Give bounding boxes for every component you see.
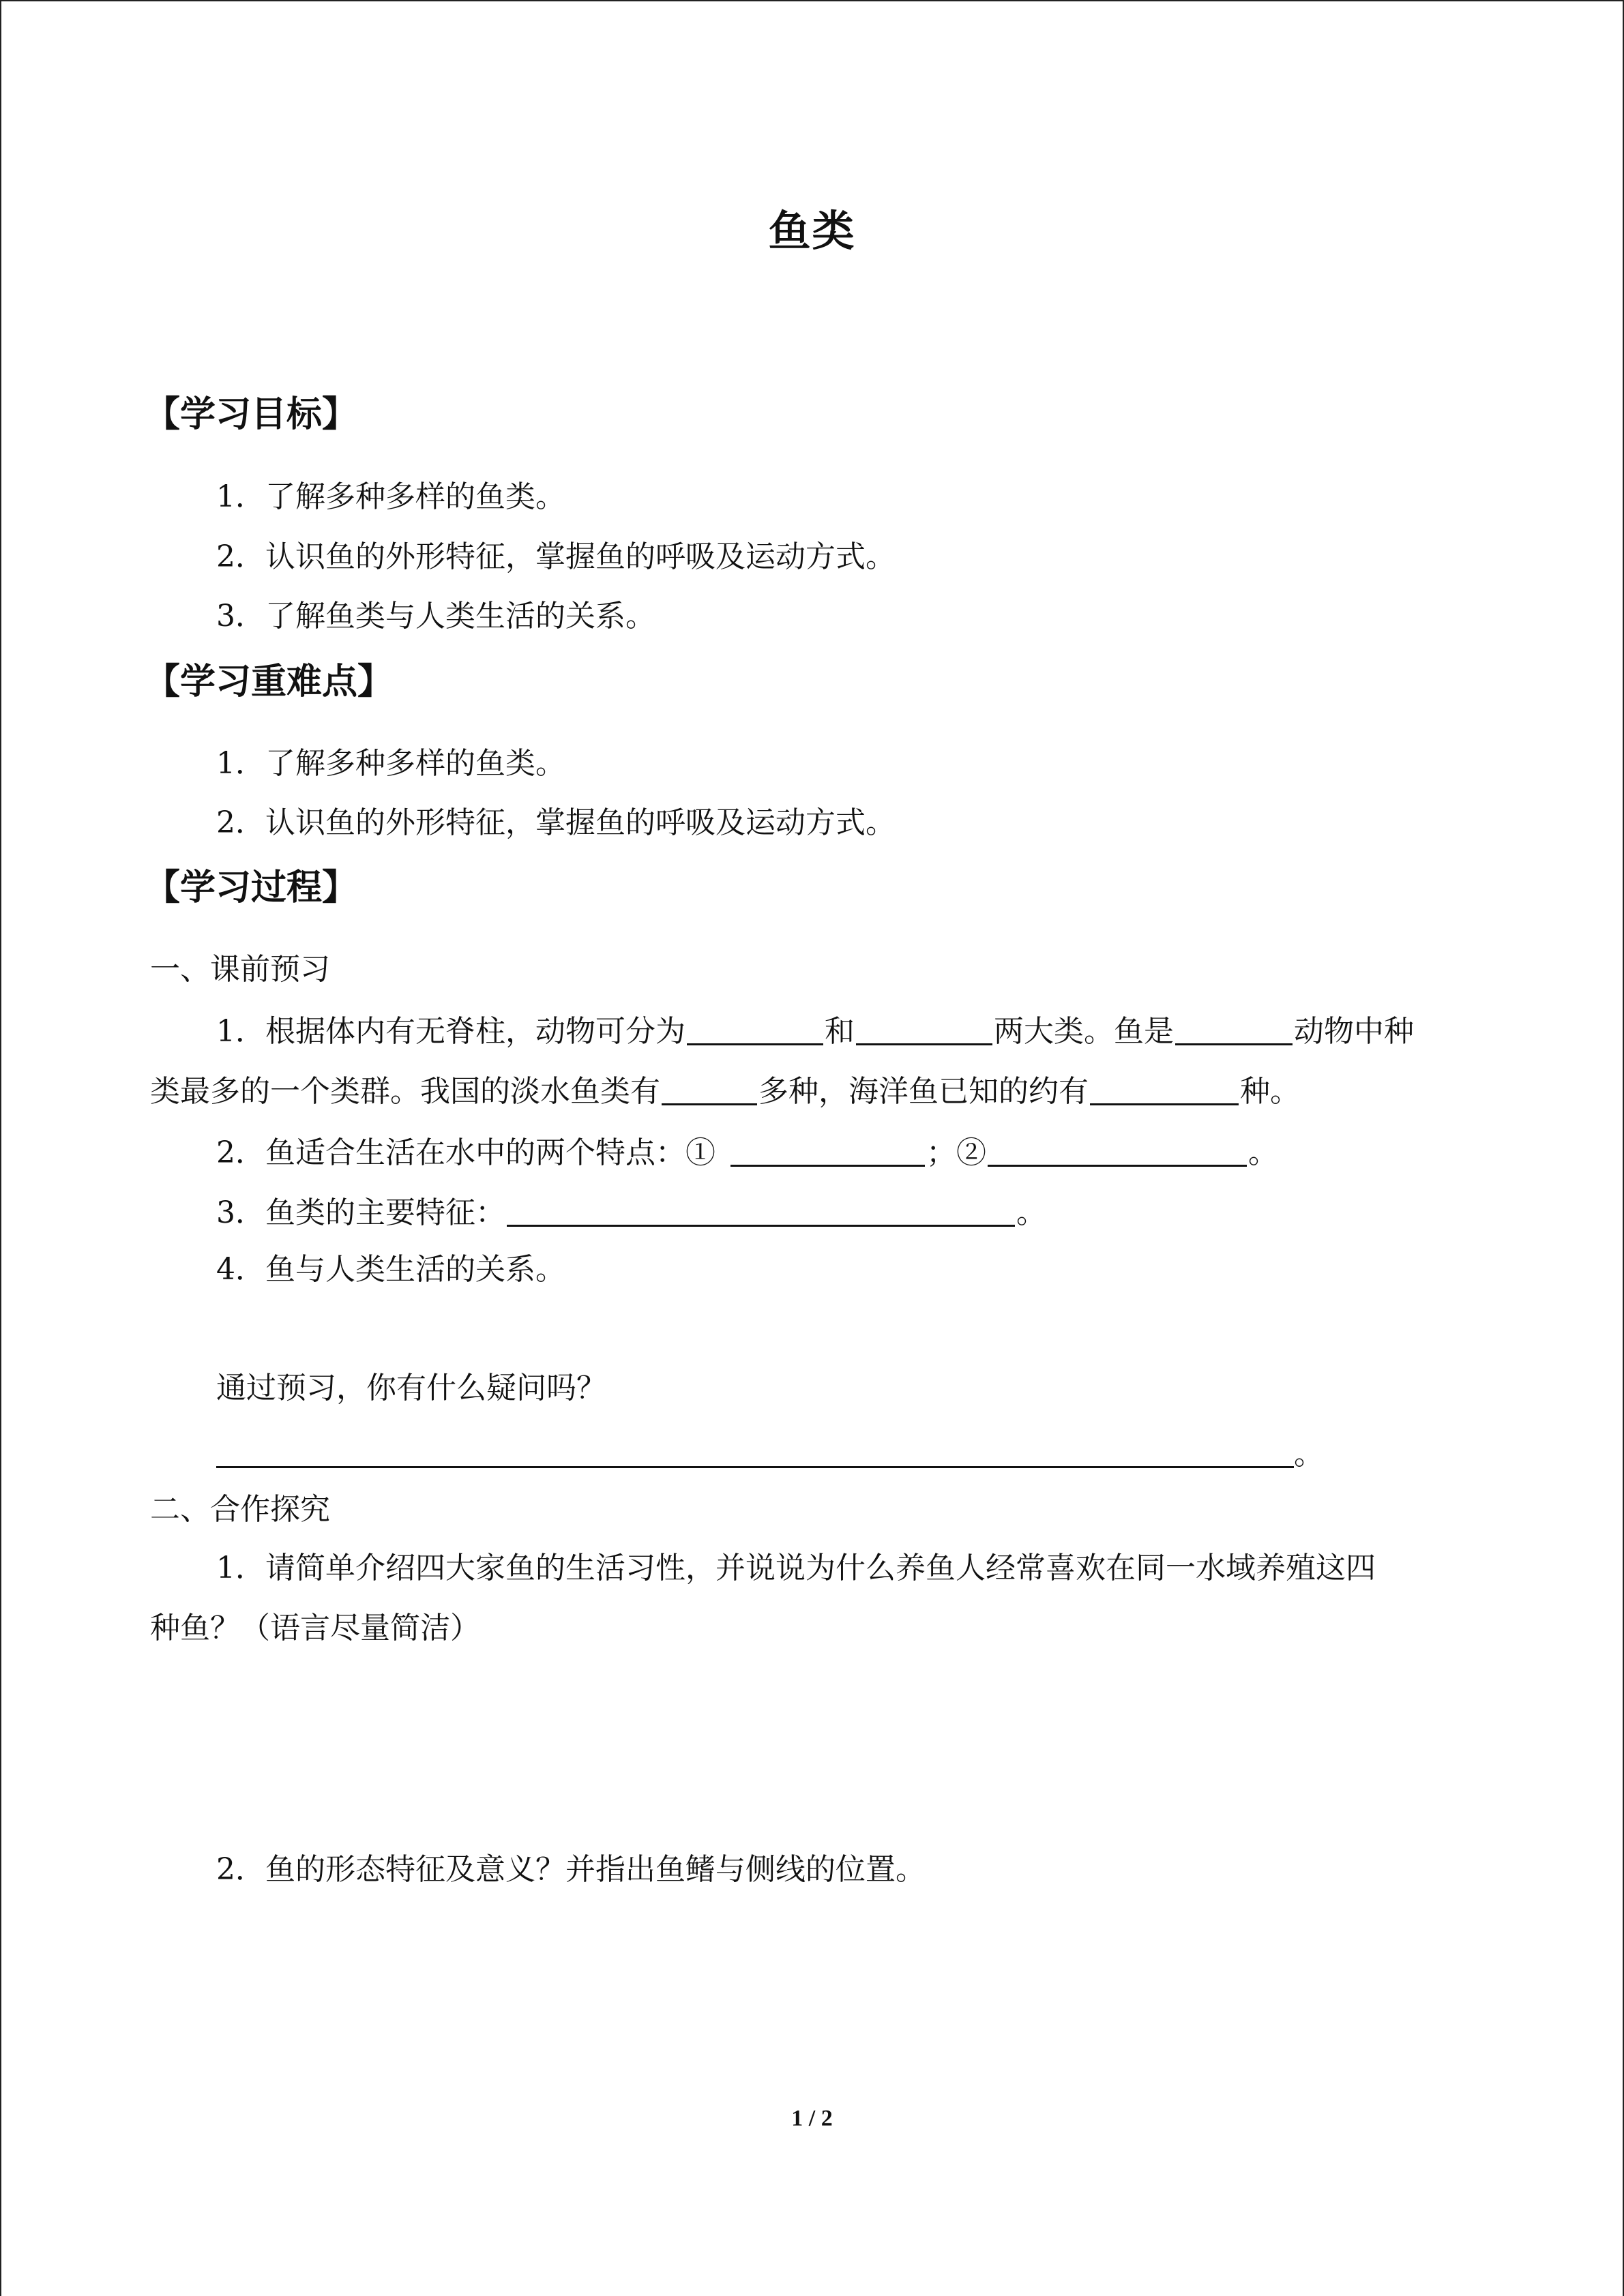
blank-marine-count[interactable] bbox=[1090, 1073, 1239, 1105]
preview-q1-line1 bbox=[216, 1013, 1414, 1047]
preview-q3 bbox=[216, 1195, 1046, 1228]
section-heading-process: 【学习过程】 bbox=[145, 867, 358, 908]
preview-heading: 一、课前预习 bbox=[150, 952, 330, 987]
blank-vertebrate[interactable] bbox=[687, 1013, 823, 1045]
preview-question-answer bbox=[216, 1436, 1324, 1470]
preview-q1-text-g: 种。 bbox=[1240, 1074, 1300, 1109]
preview-question-prompt: 通过预习，你有什么疑问吗？ bbox=[216, 1371, 606, 1405]
preview-q1-text-a: 1．根据体内有无脊柱，动物可分为 bbox=[216, 1014, 685, 1049]
preview-q2 bbox=[216, 1135, 1278, 1168]
preview-q1-text-d: 动物中种 bbox=[1294, 1014, 1414, 1049]
blank-animal-type[interactable] bbox=[1175, 1013, 1293, 1045]
preview-q2-text-c: 。 bbox=[1248, 1135, 1278, 1170]
page-number: 1 / 2 bbox=[791, 2106, 833, 2131]
preview-q2-text-b: ；② bbox=[926, 1135, 986, 1170]
page-title: 鱼类 bbox=[768, 206, 856, 256]
section-heading-keypoints: 【学习重难点】 bbox=[145, 661, 394, 702]
preview-q2-text-a: 2．鱼适合生活在水中的两个特点：① bbox=[216, 1135, 715, 1170]
preview-q1-line2 bbox=[150, 1073, 1300, 1107]
section-heading-goals: 【学习目标】 bbox=[145, 394, 358, 435]
blank-freshwater-count[interactable] bbox=[662, 1073, 757, 1105]
cooperate-q1-line2: 种鱼？（语言尽量简洁） bbox=[150, 1611, 480, 1645]
cooperate-heading: 二、合作探究 bbox=[150, 1492, 330, 1527]
blank-invertebrate[interactable] bbox=[856, 1013, 992, 1045]
blank-preview-question[interactable] bbox=[216, 1436, 1294, 1468]
keypoint-item-1: 1．了解多种多样的鱼类。 bbox=[216, 746, 565, 781]
blank-feature-2[interactable] bbox=[988, 1135, 1247, 1167]
preview-q1-text-e: 类最多的一个类群。我国的淡水鱼类有 bbox=[150, 1074, 660, 1109]
preview-q3-text-a: 3．鱼类的主要特征： bbox=[216, 1195, 505, 1230]
blank-feature-1[interactable] bbox=[730, 1135, 925, 1167]
preview-q4: 4．鱼与人类生活的关系。 bbox=[216, 1252, 565, 1287]
cooperate-q2: 2．鱼的形态特征及意义？并指出鱼鳍与侧线的位置。 bbox=[216, 1852, 926, 1887]
preview-q1-text-f: 多种，海洋鱼已知的约有 bbox=[758, 1074, 1089, 1109]
preview-question-end: 。 bbox=[1294, 1437, 1324, 1472]
preview-q1-text-b: 和 bbox=[825, 1014, 855, 1049]
preview-q1-text-c: 两大类。鱼是 bbox=[994, 1014, 1174, 1049]
blank-main-features[interactable] bbox=[507, 1195, 1015, 1227]
preview-q3-text-b: 。 bbox=[1016, 1195, 1046, 1230]
goal-item-1: 1．了解多种多样的鱼类。 bbox=[216, 479, 565, 514]
keypoint-item-2: 2．认识鱼的外形特征，掌握鱼的呼吸及运动方式。 bbox=[216, 805, 896, 840]
goal-item-3: 3．了解鱼类与人类生活的关系。 bbox=[216, 599, 655, 633]
goal-item-2: 2．认识鱼的外形特征，掌握鱼的呼吸及运动方式。 bbox=[216, 539, 896, 574]
cooperate-q1-line1: 1．请简单介绍四大家鱼的生活习性，并说说为什么养鱼人经常喜欢在同一水域养殖这四 bbox=[216, 1551, 1376, 1585]
